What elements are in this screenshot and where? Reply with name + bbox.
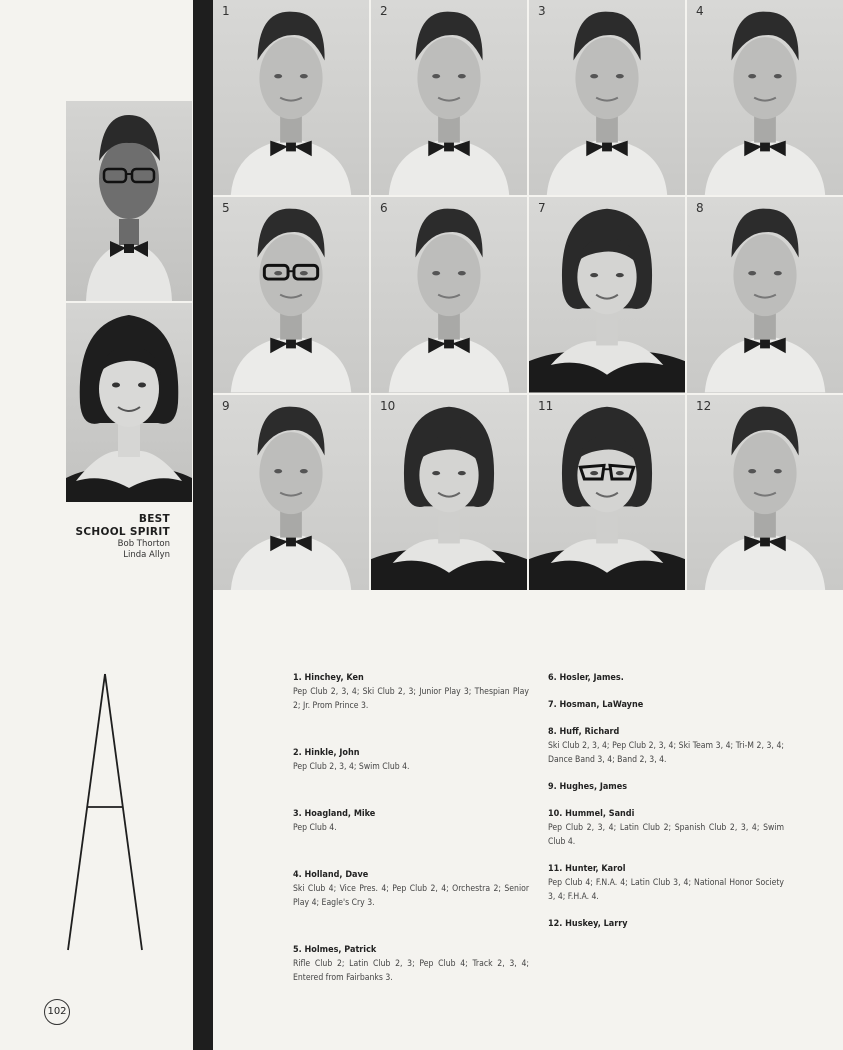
student-activities: Ski Club 2, 3, 4; Pep Club 2, 3, 4; Ski Team 3, 4; Tri-M 2, 3, 4; Dance Band 3, 4; Band 2, 3, 4. (548, 741, 784, 765)
male-portrait-icon (529, 0, 685, 195)
female-portrait-icon (371, 395, 527, 590)
portrait-number: 10 (380, 398, 396, 413)
male-portrait-icon (687, 395, 843, 590)
portrait-number: 12 (696, 398, 712, 413)
male-portrait-icon (213, 395, 369, 590)
student-list-right (548, 672, 784, 931)
portrait-photo (371, 0, 527, 195)
student-name: 8. Huff, Richard (548, 727, 620, 737)
portrait-photo (371, 395, 527, 590)
award-title-line2: SCHOOL SPIRIT (75, 526, 170, 538)
female-portrait-icon (66, 303, 192, 502)
award-photo-girl (66, 303, 192, 502)
student-activities: Pep Club 2, 3, 4; Swim Club 4. (293, 762, 410, 772)
portrait-grid (213, 0, 843, 590)
portrait-number: 6 (380, 201, 388, 216)
section-letter-text: A (105, 670, 106, 671)
male-portrait-icon (687, 197, 843, 392)
student-activities: Pep Club 2, 3, 4; Ski Club 2, 3; Junior Play 3; Thespian Play 2; Jr. Prom Prince 3. (293, 687, 529, 711)
portrait-photo (529, 0, 685, 195)
male-portrait-icon (687, 0, 843, 195)
portrait-photo (213, 0, 369, 195)
portrait-number: 7 (538, 201, 546, 216)
student-activities: Pep Club 4; F.N.A. 4; Latin Club 3, 4; National Honor Society 3, 4; F.H.A. 4. (548, 878, 784, 902)
student-name: 9. Hughes, James (548, 782, 628, 792)
student-entry (548, 863, 784, 904)
student-activities: Rifle Club 2; Latin Club 2, 3; Pep Club 4; Track 2, 3, 4; Entered from Fairbanks 3. (293, 959, 529, 983)
student-entry (548, 672, 784, 685)
student-name: 11. Hunter, Karol (548, 864, 626, 874)
award-name: Linda Allyn (123, 550, 170, 560)
male-portrait-icon (66, 101, 192, 301)
female-portrait-icon (529, 197, 685, 392)
portrait-photo (687, 0, 843, 195)
student-entry (293, 808, 529, 835)
student-name: 6. Hosler, James. (548, 673, 624, 683)
portrait-photo (687, 395, 843, 590)
student-name: 3. Hoagland, Mike (293, 809, 376, 819)
student-entry (548, 726, 784, 767)
student-entry (548, 781, 784, 794)
student-list-left (293, 672, 529, 985)
male-portrait-icon (371, 0, 527, 195)
male-portrait-icon (213, 0, 369, 195)
page-number: 102 (44, 999, 70, 1025)
award-name: Bob Thorton (117, 539, 170, 549)
student-name: 4. Holland, Dave (293, 870, 369, 880)
portrait-photo (371, 197, 527, 392)
portrait-number: 2 (380, 4, 388, 18)
female-portrait-icon (529, 395, 685, 590)
portrait-number: 1 (222, 4, 230, 18)
student-entry (548, 808, 784, 849)
student-activities: Ski Club 4; Vice Pres. 4; Pep Club 2, 4; Orchestra 2; Senior Play 4; Eagle's Cry 3. (293, 884, 529, 908)
student-name: 10. Hummel, Sandi (548, 809, 635, 819)
portrait-photo (687, 197, 843, 392)
male-portrait-icon (371, 197, 527, 392)
male-portrait-icon (213, 197, 369, 392)
portrait-number: 11 (538, 398, 554, 413)
portrait-photo (213, 197, 369, 392)
section-letter-a (60, 670, 150, 955)
award-caption (60, 513, 170, 561)
portrait-photo (213, 395, 369, 590)
student-entry (293, 747, 529, 774)
page-spine-bar (193, 0, 213, 1050)
student-entry (293, 944, 529, 985)
student-name: 1. Hinchey, Ken (293, 673, 364, 683)
portrait-photo (529, 395, 685, 590)
student-name: 7. Hosman, LaWayne (548, 700, 644, 710)
portrait-photo (529, 197, 685, 392)
student-name: 2. Hinkle, John (293, 748, 360, 758)
award-title-line1: BEST (138, 513, 170, 525)
student-activities: Pep Club 2, 3, 4; Latin Club 2; Spanish Club 2, 3, 4; Swim Club 4. (548, 823, 784, 847)
portrait-number: 9 (222, 398, 230, 413)
student-entry (293, 672, 529, 713)
student-activities: Pep Club 4. (293, 823, 337, 833)
portrait-number: 3 (538, 4, 546, 18)
portrait-number: 4 (696, 4, 704, 18)
student-entry (548, 918, 784, 931)
portrait-number: 8 (696, 201, 704, 216)
student-entry (548, 699, 784, 712)
award-photo-boy (66, 101, 192, 301)
student-name: 12. Huskey, Larry (548, 919, 628, 929)
student-name: 5. Holmes, Patrick (293, 945, 377, 955)
portrait-number: 5 (222, 201, 230, 216)
student-entry (293, 869, 529, 910)
